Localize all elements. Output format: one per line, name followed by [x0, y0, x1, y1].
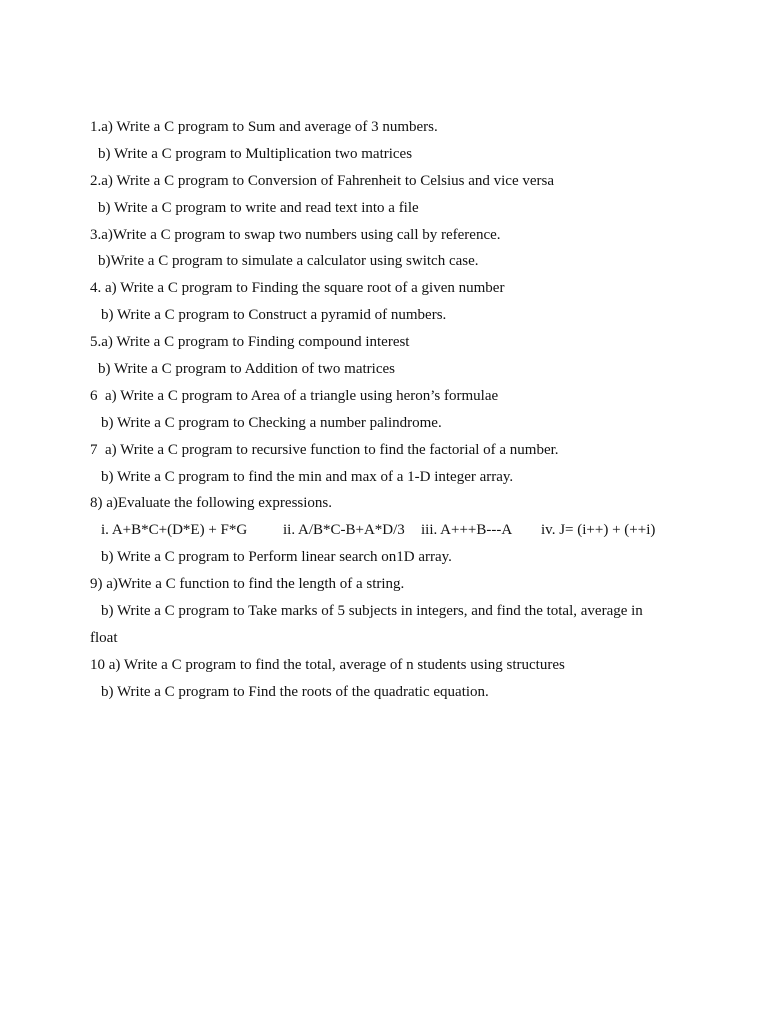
expression-i: i. A+B*C+(D*E) + F*G — [101, 522, 248, 539]
question-7a: 7 a) Write a C program to recursive function to find the factorial of a number. — [90, 441, 559, 458]
expression-iii: iii. A+++B---A — [421, 522, 513, 539]
question-9b-continuation: float — [90, 629, 118, 646]
question-10a: 10 a) Write a C program to find the total, average of n students using structures — [90, 656, 565, 673]
expression-ii: ii. A/B*C-B+A*D/3 — [283, 522, 405, 539]
expression-iv: iv. J= (i++) + (++i) — [541, 522, 656, 539]
question-6a: 6 a) Write a C program to Area of a triangle using heron’s formulae — [90, 387, 499, 404]
question-1a: 1.a) Write a C program to Sum and average of 3 numbers. — [90, 119, 438, 135]
question-5a: 5.a) Write a C program to Finding compound interest — [90, 334, 410, 351]
question-4b: b) Write a C program to Construct a pyramid of numbers. — [101, 307, 447, 324]
expressions-row — [90, 517, 690, 544]
question-list — [90, 114, 690, 706]
question-8a: 8) a)Evaluate the following expressions. — [90, 495, 333, 512]
question-9b: b) Write a C program to Take marks of 5 subjects in integers, and find the total, average in — [101, 603, 643, 620]
question-3b: b)Write a C program to simulate a calculator using switch case. — [98, 253, 479, 270]
question-4a: 4. a) Write a C program to Finding the square root of a given number — [90, 280, 505, 297]
question-9a: 9) a)Write a C function to find the length of a string. — [90, 576, 405, 593]
question-7b: b) Write a C program to find the min and max of a 1-D integer array. — [101, 468, 514, 485]
question-5b: b) Write a C program to Addition of two matrices — [98, 361, 395, 378]
question-2a: 2.a) Write a C program to Conversion of Fahrenheit to Celsius and vice versa — [90, 172, 555, 189]
question-10b: b) Write a C program to Find the roots of the quadratic equation. — [101, 683, 489, 700]
question-2b: b) Write a C program to write and read text into a file — [98, 199, 419, 216]
question-1b: b) Write a C program to Multiplication two matrices — [98, 145, 413, 162]
question-8b: b) Write a C program to Perform linear search on1D array. — [101, 549, 452, 566]
question-6b: b) Write a C program to Checking a number palindrome. — [101, 414, 442, 431]
question-3a: 3.a)Write a C program to swap two numbers using call by reference. — [90, 226, 501, 243]
